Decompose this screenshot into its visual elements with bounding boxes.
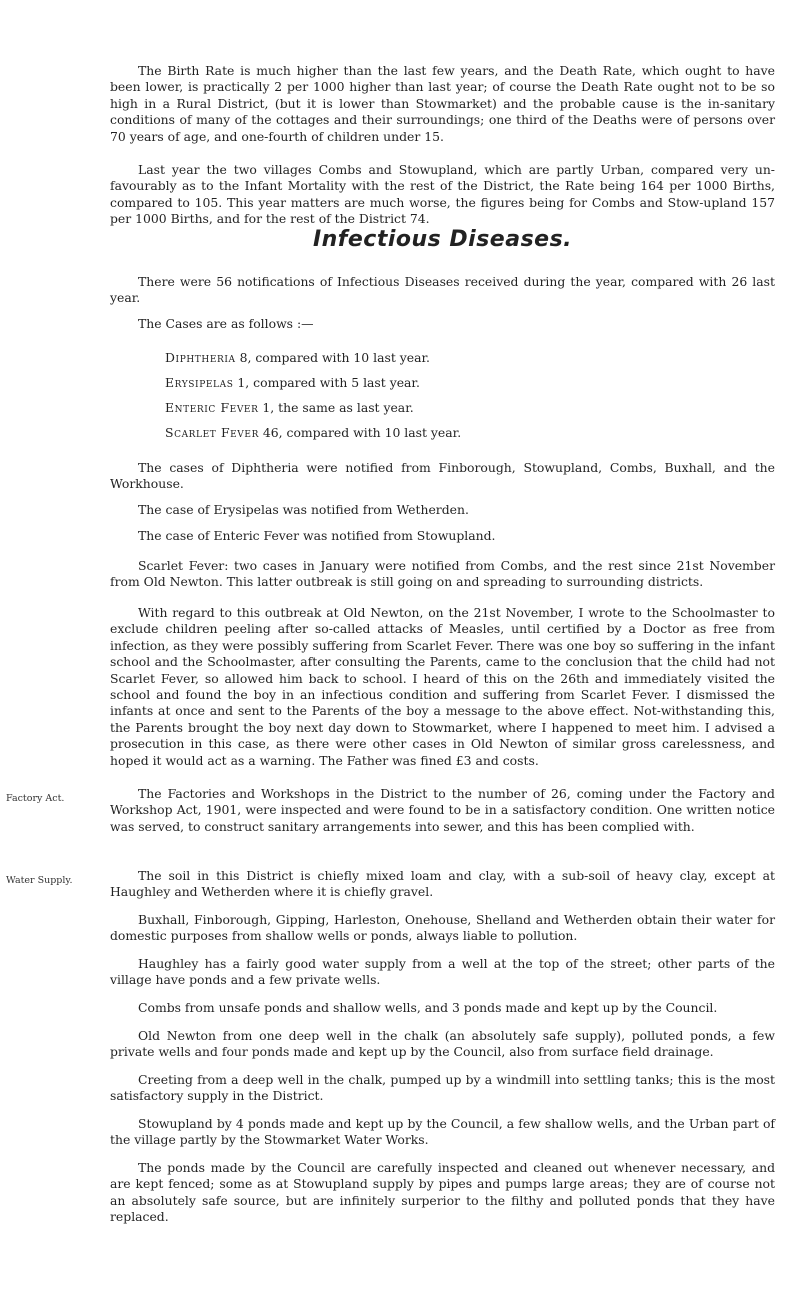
infectious-intro-section: [110, 274, 775, 307]
infant-mortality-section: [110, 162, 775, 228]
case-erysipelas: [165, 375, 420, 391]
water-stowupland-section: [110, 1116, 775, 1149]
scarlet-section: [110, 558, 775, 591]
case-scarlet-fever: [165, 425, 461, 441]
case-name: Diphtheria: [165, 350, 236, 365]
stowupland-paragraph: Stowupland by 4 ponds made and kept up by the Council, a few shallow wells, and the Urban part of the village partly by the Stowmarket Water Works.: [110, 1116, 775, 1148]
case-name: Scarlet Fever: [165, 425, 259, 440]
case-diphtheria: [165, 350, 430, 366]
water-villages-section: [110, 912, 775, 945]
outbreak-section: [110, 605, 775, 769]
scarlet-paragraph: Scarlet Fever: two cases in January were notified from Combs, and the rest since 21st November from Old Newton. This latter outbreak is still going on and spreading to surrounding districts.: [110, 558, 775, 590]
ponds-paragraph: The ponds made by the Council are carefully inspected and cleaned out whenever necessary, and are kept fenced; some as at Stowupland supply by pipes and pumps large areas; they are of course not an absolutely safe source, but are infinitely surperior to the filthy and polluted ponds that they have replaced.: [110, 1160, 775, 1225]
haughley-paragraph: Haughley has a fairly good water supply from a well at the top of the street; other parts of the village have ponds and a few private wells.: [110, 956, 775, 988]
soil-paragraph: The soil in this District is chiefly mixed loam and clay, with a sub-soil of heavy clay, except at Haughley and Wetherden where it is chiefly gravel.: [110, 868, 775, 900]
water-supply-margin-note: Water Supply.: [6, 875, 73, 886]
enteric-paragraph: The case of Enteric Fever was notified from Stowupland.: [138, 528, 496, 543]
case-enteric-fever: [165, 400, 414, 416]
water-soil-section: [110, 868, 775, 901]
cases-intro-section: [110, 316, 775, 332]
case-text: 1, the same as last year.: [258, 400, 414, 415]
water-combs-section: [110, 1000, 775, 1016]
water-haughley-section: [110, 956, 775, 989]
factory-section: [110, 786, 775, 835]
case-name: Enteric Fever: [165, 400, 259, 415]
enteric-section: [110, 528, 775, 544]
birth-rate-section: [110, 63, 775, 145]
factory-paragraph: The Factories and Workshops in the District to the number of 26, coming under the Factory and Workshop Act, 1901, were inspected and were found to be in a satisfactory condition. One written notice was served, to construct sanitary arrangements into sewer, and this has been complied with.: [110, 786, 775, 834]
water-old-newton-section: [110, 1028, 775, 1061]
diphtheria-section: [110, 460, 775, 493]
erysipelas-paragraph: The case of Erysipelas was notified from Wetherden.: [138, 502, 469, 517]
infectious-diseases-heading: Infectious Diseases.: [312, 227, 573, 252]
erysipelas-section: [110, 502, 775, 518]
case-text: 8, compared with 10 last year.: [235, 350, 430, 365]
water-creeting-section: [110, 1072, 775, 1105]
cases-intro: The Cases are as follows :—: [138, 316, 314, 331]
villages-paragraph: Buxhall, Finborough, Gipping, Harleston, Onehouse, Shelland and Wetherden obtain their water for domestic purposes from shallow wells or ponds, always liable to pollution.: [110, 912, 775, 944]
combs-paragraph: Combs from unsafe ponds and shallow wells, and 3 ponds made and kept up by the Council.: [138, 1000, 718, 1015]
creeting-paragraph: Creeting from a deep well in the chalk, pumped up by a windmill into settling tanks; this is the most satisfactory supply in the District.: [110, 1072, 775, 1104]
infectious-intro-paragraph: There were 56 notifications of Infectious Diseases received during the year, compared with 26 last year.: [110, 274, 775, 306]
old-newton-paragraph: Old Newton from one deep well in the chalk (an absolutely safe supply), polluted ponds, a few private wells and four ponds made and kept up by the Council, also from surface field drainage.: [110, 1028, 775, 1060]
case-name: Erysipelas: [165, 375, 234, 390]
case-text: 46, compared with 10 last year.: [258, 425, 462, 440]
infant-mortality-paragraph: Last year the two villages Combs and Stowupland, which are partly Urban, compared very un-favourably as to the Infant Mortality with the rest of the District, the Rate being 164 per 1000 Births, compared to 105. This year matters are much worse, the figures being for Combs and Stow-upland 157 per 1000 Births, and for the rest of the District 74.: [110, 162, 775, 227]
case-text: 1, compared with 5 last year.: [233, 375, 420, 390]
outbreak-paragraph: With regard to this outbreak at Old Newton, on the 21st November, I wrote to the Schoolmaster to exclude children peeling after so-called attacks of Measles, until certified by a Doctor as free from infection, as they were possibly suffering from Scarlet Fever. There was one boy so suffering in the infant school and the Schoolmaster, after consulting the Parents, came to the conclusion that the child had not Scarlet Fever, so allowed him back to school. I heard of this on the 26th and immediately visited the school and found the boy in an infectious condition and suffering from Scarlet Fever. I dismissed the infants at once and sent to the Parents of the boy a message to the above effect. Not-withstanding this, the Parents brought the boy next day down to Stowmarket, where I happened to meet him. I advised a prosecution in this case, as there were other cases in Old Newton of similar gross carelessness, and hoped it would act as a warning. The Father was fined £3 and costs.: [110, 605, 775, 768]
water-ponds-section: [110, 1160, 775, 1226]
diphtheria-paragraph: The cases of Diphtheria were notified from Finborough, Stowupland, Combs, Buxhall, and the Workhouse.: [110, 460, 775, 492]
factory-act-margin-note: Factory Act.: [6, 793, 65, 804]
birth-rate-paragraph: The Birth Rate is much higher than the last few years, and the Death Rate, which ought to have been lower, is practically 2 per 1000 higher than last year; of course the Death Rate ought not to be so high in a Rural District, (but it is lower than Stowmarket) and the probable cause is the in-sanitary conditions of many of the cottages and their surroundings; one third of the Deaths were of persons over 70 years of age, and one-fourth of children under 15.: [110, 63, 775, 144]
